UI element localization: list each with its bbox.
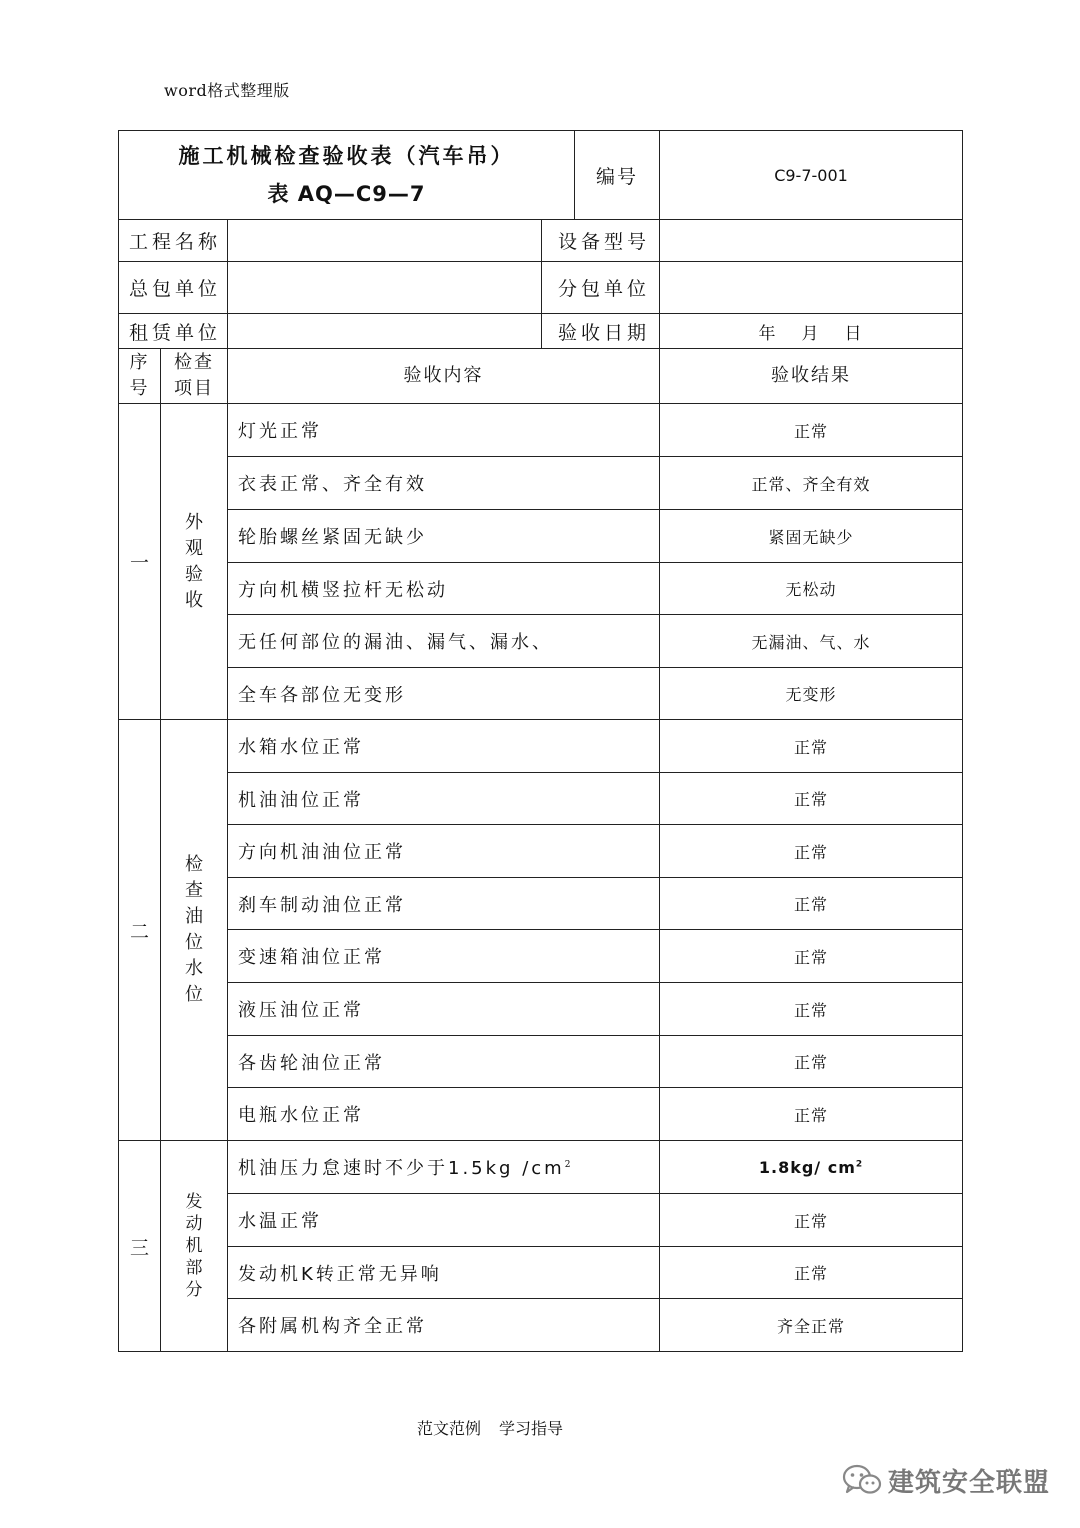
row-content: 机油油位正常 [228,773,660,825]
row-content: 方向机横竖拉杆无松动 [228,563,660,615]
project-row [119,220,963,262]
row-result: 无变形 [660,668,963,720]
inspection-form-table [118,130,963,1352]
row-result: 紧固无缺少 [660,510,963,563]
date-month: 月 [801,323,821,344]
row-content: 液压油位正常 [228,983,660,1036]
table-row [119,510,963,563]
row-result: 正常 [660,1194,963,1247]
row-result: 正常 [660,930,963,983]
page-header-note: word格式整理版 [164,81,290,100]
row-result: 正常、齐全有效 [660,457,963,510]
title-row [119,131,963,220]
row-result: 正常 [660,773,963,825]
watermark-text: 建筑安全联盟 [888,1467,1051,1498]
section-number: 二 [119,720,161,1141]
subcontractor-field[interactable] [660,262,963,314]
row-content: 水箱水位正常 [228,720,660,773]
row-result: 正常 [660,1036,963,1088]
row-result [660,1141,963,1194]
row-content-sup: 2 [564,1160,574,1170]
table-row [119,668,963,720]
table-row [119,878,963,930]
form-title [119,131,575,220]
page-footer-note [0,1416,980,1439]
contractor-row [119,262,963,314]
acceptance-date-label: 验收日期 [542,314,660,349]
table-row [119,404,963,457]
section-name [161,1141,228,1352]
item-header [161,349,228,404]
row-result: 正常 [660,1247,963,1299]
footer-left-text: 范文范例 [416,1419,481,1438]
table-row [119,1141,963,1194]
section-name [161,720,228,1141]
lessor-label: 租赁单位 [119,314,228,349]
seq-header [119,349,161,404]
date-day: 日 [844,323,864,344]
row-result: 齐全正常 [660,1299,963,1352]
watermark [842,1460,1050,1500]
row-content-value: K [301,1263,316,1285]
row-content-text: 机油压力怠速时不少于 [238,1158,448,1179]
row-result: 正常 [660,983,963,1036]
table-row [119,930,963,983]
row-content: 衣表正常、齐全有效 [228,457,660,510]
row-content [228,1141,660,1194]
row-content: 全车各部位无变形 [228,668,660,720]
lessor-field[interactable] [228,314,542,349]
item-header-line2: 项目 [174,378,214,399]
equipment-model-field[interactable] [660,220,963,262]
footer-right-text: 学习指导 [499,1419,564,1438]
table-row [119,825,963,878]
lessor-row [119,314,963,349]
table-row [119,773,963,825]
table-row [119,720,963,773]
row-content-value: 1.5kg /cm [448,1158,565,1179]
row-content: 各齿轮油位正常 [228,1036,660,1088]
row-content: 电瓶水位正常 [228,1088,660,1141]
item-header-line1: 检查 [174,352,214,373]
content-header: 验收内容 [228,349,660,404]
table-row [119,1299,963,1352]
row-result: 正常 [660,825,963,878]
row-content: 方向机油油位正常 [228,825,660,878]
row-content-text: 发动机 [238,1263,301,1285]
row-result-text: 1.8kg/ cm [758,1157,856,1177]
row-result-sup: 2 [855,1159,864,1170]
code-value: C9-7-001 [660,131,963,220]
row-content: 轮胎螺丝紧固无缺少 [228,510,660,563]
row-result: 正常 [660,878,963,930]
project-name-field[interactable] [228,220,542,262]
section-name-text: 发动机部分 [185,1192,203,1300]
project-name-label: 工程名称 [119,220,228,262]
row-content [228,1247,660,1299]
code-label: 编号 [575,131,660,220]
general-contractor-field[interactable] [228,262,542,314]
subcontractor-label: 分包单位 [542,262,660,314]
table-row [119,563,963,615]
form-title-line1: 施工机械检查验收表（汽车吊） [178,143,515,168]
acceptance-date-field[interactable] [660,314,963,349]
table-row [119,615,963,668]
section-name [161,404,228,720]
section-number: 三 [119,1141,161,1352]
seq-header-line2: 号 [129,378,150,399]
row-result: 正常 [660,1088,963,1141]
row-content: 各附属机构齐全正常 [228,1299,660,1352]
seq-header-line1: 序 [129,352,150,373]
row-content: 变速箱油位正常 [228,930,660,983]
form-title-line2: 表 AQ—C9—7 [267,182,426,206]
table-row [119,983,963,1036]
result-header: 验收结果 [660,349,963,404]
section-number: 一 [119,404,161,720]
row-content: 水温正常 [228,1194,660,1247]
row-result: 无松动 [660,563,963,615]
column-header-row [119,349,963,404]
table-row [119,1247,963,1299]
row-result: 正常 [660,404,963,457]
section-name-text: 检查油位水位 [185,854,203,1005]
row-result: 无漏油、气、水 [660,615,963,668]
general-contractor-label: 总包单位 [119,262,228,314]
row-content-after: 转正常无异响 [315,1263,442,1285]
row-content: 无任何部位的漏油、漏气、漏水、 [228,615,660,668]
row-result: 正常 [660,720,963,773]
table-row [119,1194,963,1247]
equipment-model-label: 设备型号 [542,220,660,262]
date-year: 年 [758,323,778,344]
wechat-icon [842,1463,882,1497]
table-row [119,1036,963,1088]
table-row [119,457,963,510]
row-content: 刹车制动油位正常 [228,878,660,930]
row-content: 灯光正常 [228,404,660,457]
table-row [119,1088,963,1141]
section-name-text: 外观验收 [185,511,203,611]
